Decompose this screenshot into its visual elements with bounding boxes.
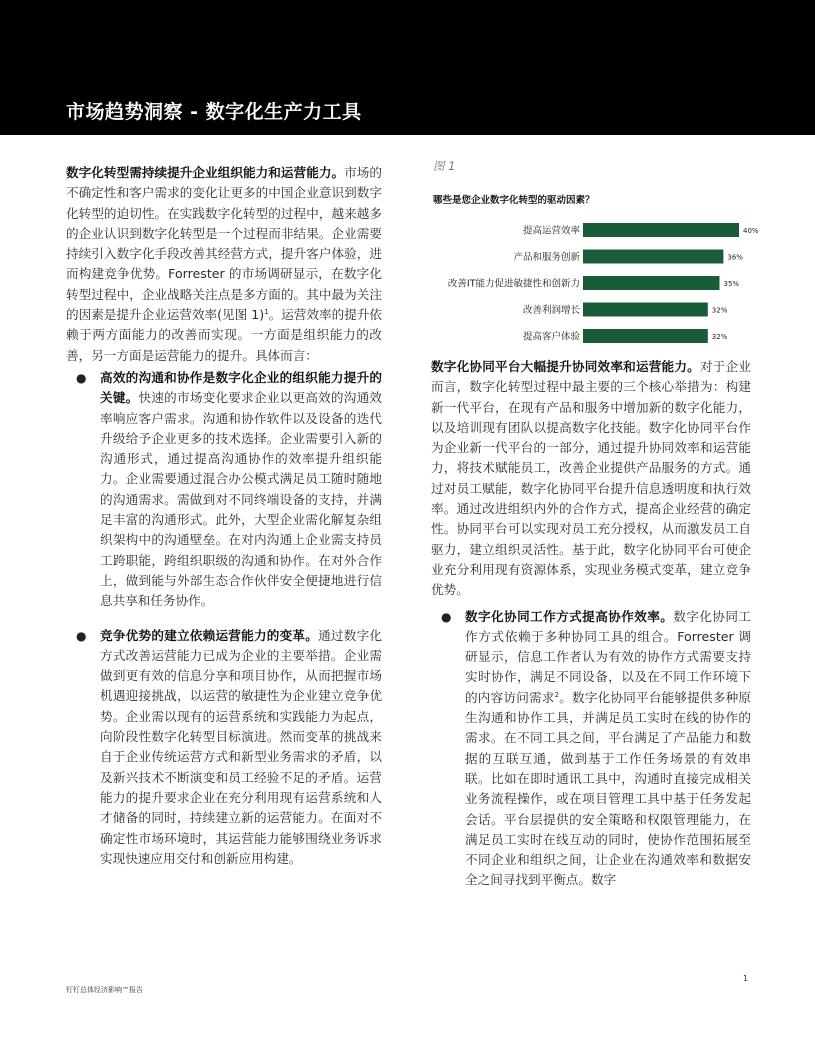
chart-bar: [583, 250, 723, 264]
chart-bar: [583, 223, 739, 237]
right-intro-text: 对于企业而言，数字化转型过程中最主要的三个核心举措为：构建新一代平台，在现有产品和服务中增加新的数字化能力，以及培训现有团队以提高数字化技能。数字化协同平台作为企业新一代平台的一部分，通过提升协同效率和运营能力，将技术赋能员工，改善企业提供产品服务的方式。通过对员工赋能，数字化协同平台提升信息透明度和执行效率。通过改进组织内外的合作方式，提高企业经营的确定性。协同平台可以实现对员工充分授权，从而激发员工自驱力，建立组织灵活性。基于此，数字化协同平台可使企业充分利用现有资源体系，实现业务模式变革，建立竞争优势。: [431, 359, 752, 598]
left-column: [66, 163, 382, 869]
figure-label: 图 1: [433, 159, 456, 173]
page-number: 1: [743, 974, 749, 983]
chart-canvas: [420, 214, 780, 354]
bullet1-text: 快速的市场变化要求企业以更高效的沟通效率响应客户需求。沟通和协作软件以及设备的迭代升级给予企业更多的技术选择。企业需要引入新的沟通形式，通过提高沟通协作的效率提升组织能力。企业需要通过混合办公模式满足员工随时随地的沟通需求。需做到对不同终端设备的支持，并满足丰富的沟通形式。此外，大型企业需化解复杂组织架构中的沟通壁垒。在对内沟通上企业需支持员工跨职能，跨组织职级的沟通和协作。在对外合作上，做到能与外部生态合作伙伴安全便捷地进行信息共享和任务协作。: [100, 390, 383, 609]
chart-value-label: 36%: [727, 253, 743, 262]
chart-bar: [583, 276, 720, 290]
bullet1-bold: 高效的沟通和协作是数字化企业的组织能力提升的关键。: [100, 369, 382, 406]
chart-category-label: 改善IT能力促进敏捷性和创新力: [447, 278, 580, 290]
page-title: 市场趋势洞察 - 数字化生产力工具: [66, 101, 362, 123]
right-bullet-text2: 。数字化协同平台能够提供多种原生沟通和协作工具，并满足员工实时在线的协作的需求。在不同工具之间，平台满足了产品能力和数据的互联互通，做到基于工作任务场景的有效串联。比如在即时通讯工具中，沟通时直接完成相关业务流程操作，或在项目管理工具中基于任务发起会话。平台层提供的安全策略和权限管理能力，在满足员工实时在线互动的同时，使协作范围拓展至不同企业和组织之间，让企业在沟通效率和数据安全之间寻找到平衡点。数字: [465, 689, 751, 888]
bar-chart: [420, 214, 780, 354]
bullet-item-communication: [66, 368, 382, 612]
bullet-dot-icon: ●: [441, 609, 452, 624]
figure-question: 哪些是您企业数字化转型的驱动因素？: [433, 195, 595, 206]
bullet-item-operations: [66, 626, 382, 870]
bullet-item-collaboration: [431, 607, 751, 891]
header-band: [0, 0, 815, 135]
right-bullet-text1: 数字化协同工作方式依赖于多种协同工具的组合。Forrester 调研显示，信息工作者认为有效的协作方式需要支持实时协作，满足不同设备，以及在不同工作环境下的内容访问需求: [465, 608, 752, 705]
chart-category-label: 提高客户体验: [522, 331, 580, 343]
chart-category-label: 改善利润增长: [522, 305, 580, 316]
bullet-dot-icon: ●: [76, 370, 87, 385]
chart-value-label: 32%: [711, 333, 728, 341]
footnote-ref-2: 2: [554, 690, 560, 699]
right-intro-paragraph: [431, 357, 751, 601]
chart-value-label: 35%: [723, 280, 740, 288]
chart-category-label: 提高运营效率: [522, 225, 580, 237]
chart-value-label: 32%: [711, 306, 728, 315]
left-intro-paragraph: [66, 163, 382, 366]
chart-category-label: 产品和服务创新: [513, 252, 580, 263]
right-bullet-bold: 数字化协同工作方式提高协作效率。: [465, 608, 674, 624]
chart-bar: [583, 303, 708, 317]
chart-value-label: 40%: [743, 227, 759, 235]
left-intro-text: 市场的不确定性和客户需求的变化让更多的中国企业意识到数字化转型的迫切性。在实践数字化转型的过程中，越来越多的企业认识到数字化转型是一个过程而非结果。企业需要持续引入数字化手段改善其经营方式，提升客户体验，进而构建竞争优势。Forrester 的市场调研显示，在数字化转型过程中，企业战略关注点是多方面的。其中最为关注的因素是提升企业运营效率(见图 1): [66, 165, 383, 323]
right-column: [431, 357, 751, 891]
left-intro-bold: 数字化转型需持续提升企业组织能力和运营能力。: [66, 165, 345, 180]
bullet-dot-icon: ●: [76, 628, 87, 643]
bullet2-text: 通过数字化方式改善运营能力已成为企业的主要举措。企业需做到更有效的信息分享和项目协作，从而把握市场机遇迎接挑战，以运营的敏捷性为企业建立竞争优势。企业需以现有的运营系统和实践能力为起点，向阶段性数字化转型目标演进。然而变革的挑战来自于企业传统运营方式和新型业务需求的矛盾，以及新兴技术不断演变和员工经验不足的矛盾。运营能力的提升要求企业在充分利用现有运营系统和人才储备的同时，持续建立新的运营能力。在面对不确定性市场环境时，其运营能力能够围绕业务诉求实现快速应用交付和创新应用构建。: [100, 627, 383, 866]
bullet2-bold: 竞争优势的建立依赖运营能力的变革。: [100, 627, 319, 643]
chart-bar: [583, 329, 708, 343]
footnote-ref-1: 1: [264, 308, 269, 317]
footer-text: 钉钉总体经济影响™报告: [66, 986, 143, 994]
right-intro-bold: 数字化协同平台大幅提升协同效率和运营能力。: [431, 359, 700, 374]
left-intro-tail: 。运营效率的提升依赖于两方面能力的改善而实现。一方面是组织能力的改善，另一方面是运营能力的提升。具体而言：: [66, 307, 383, 363]
